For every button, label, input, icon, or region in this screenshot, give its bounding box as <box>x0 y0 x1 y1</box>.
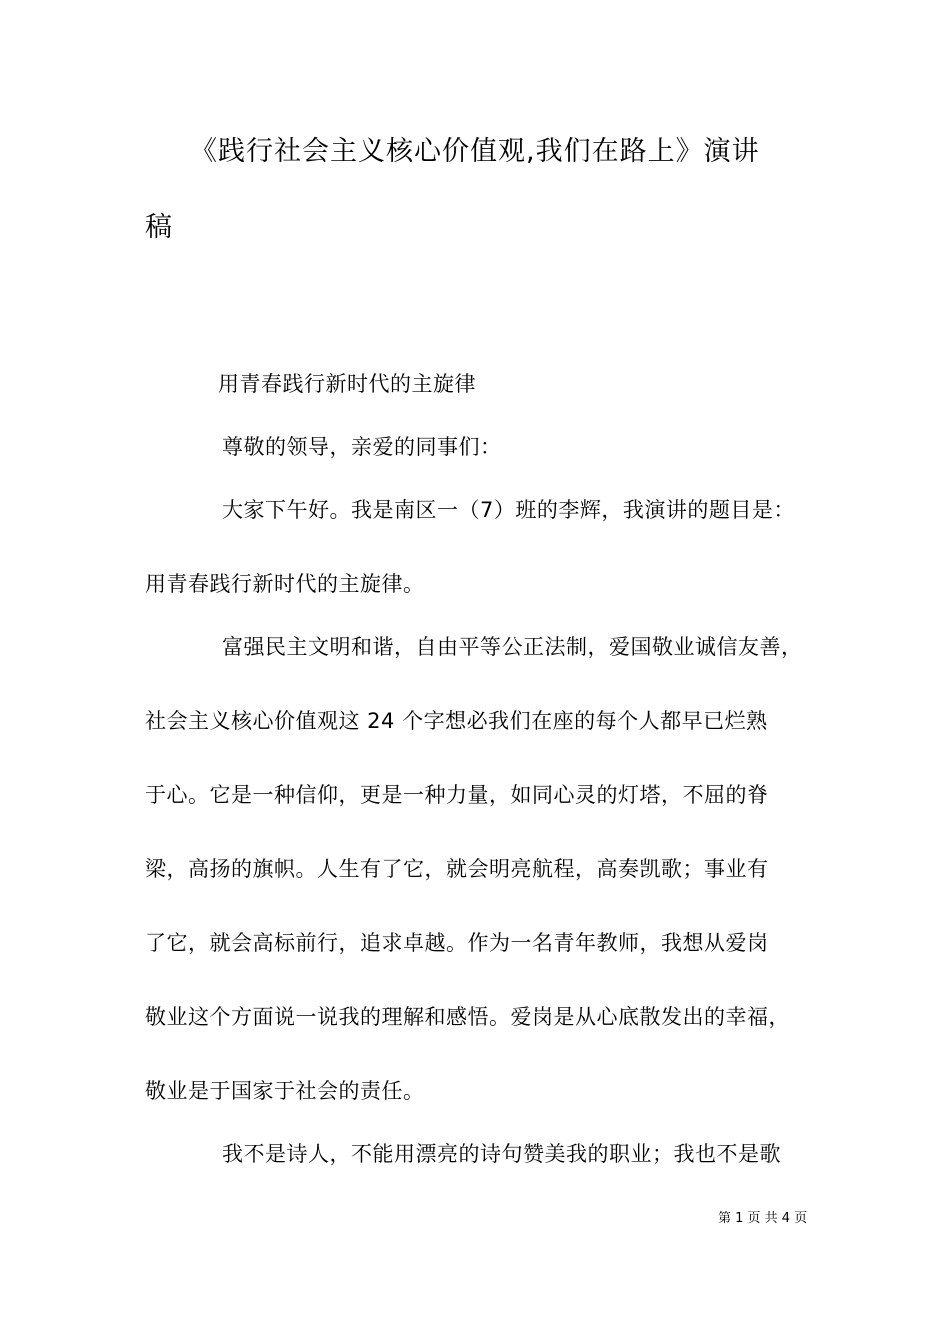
paragraph-1-line-1: 大家下午好。我是南区一（7）班的李辉，我演讲的题目是： <box>222 498 795 522</box>
paragraph-2-line-1: 富强民主文明和谐，自由平等公正法制，爱国敬业诚信友善， <box>222 635 803 659</box>
paragraph-2-line-4: 梁，高扬的旗帜。人生有了它，就会明亮航程，高奏凯歌；事业有 <box>145 857 769 881</box>
document-title-line-1: 《践行社会主义核心价值观,我们在路上》演讲 <box>190 136 760 167</box>
paragraph-2-line-7: 敬业是于国家于社会的责任。 <box>145 1079 425 1103</box>
salutation: 尊敬的领导，亲爱的同事们： <box>222 435 502 459</box>
paragraph-1-line-2: 用青春践行新时代的主旋律。 <box>145 572 425 596</box>
paragraph-2-line-2: 社会主义核心价值观这 24 个字想必我们在座的每个人都早已烂熟 <box>145 709 768 733</box>
paragraph-2-line-3: 于心。它是一种信仰，更是一种力量，如同心灵的灯塔，不屈的脊 <box>145 783 769 807</box>
paragraph-2-line-5: 了它，就会高标前行，追求卓越。作为一名青年教师，我想从爱岗 <box>145 931 769 955</box>
speech-subtitle: 用青春践行新时代的主旋律 <box>218 372 476 396</box>
paragraph-3-line-1: 我不是诗人，不能用漂亮的诗句赞美我的职业；我也不是歌 <box>222 1142 781 1166</box>
document-title-line-2: 稿 <box>145 212 173 243</box>
paragraph-2-line-6: 敬业这个方面说一说我的理解和感悟。爱岗是从心底散发出的幸福， <box>145 1005 790 1029</box>
page-number-footer: 第 1 页 共 4 页 <box>718 1211 808 1226</box>
